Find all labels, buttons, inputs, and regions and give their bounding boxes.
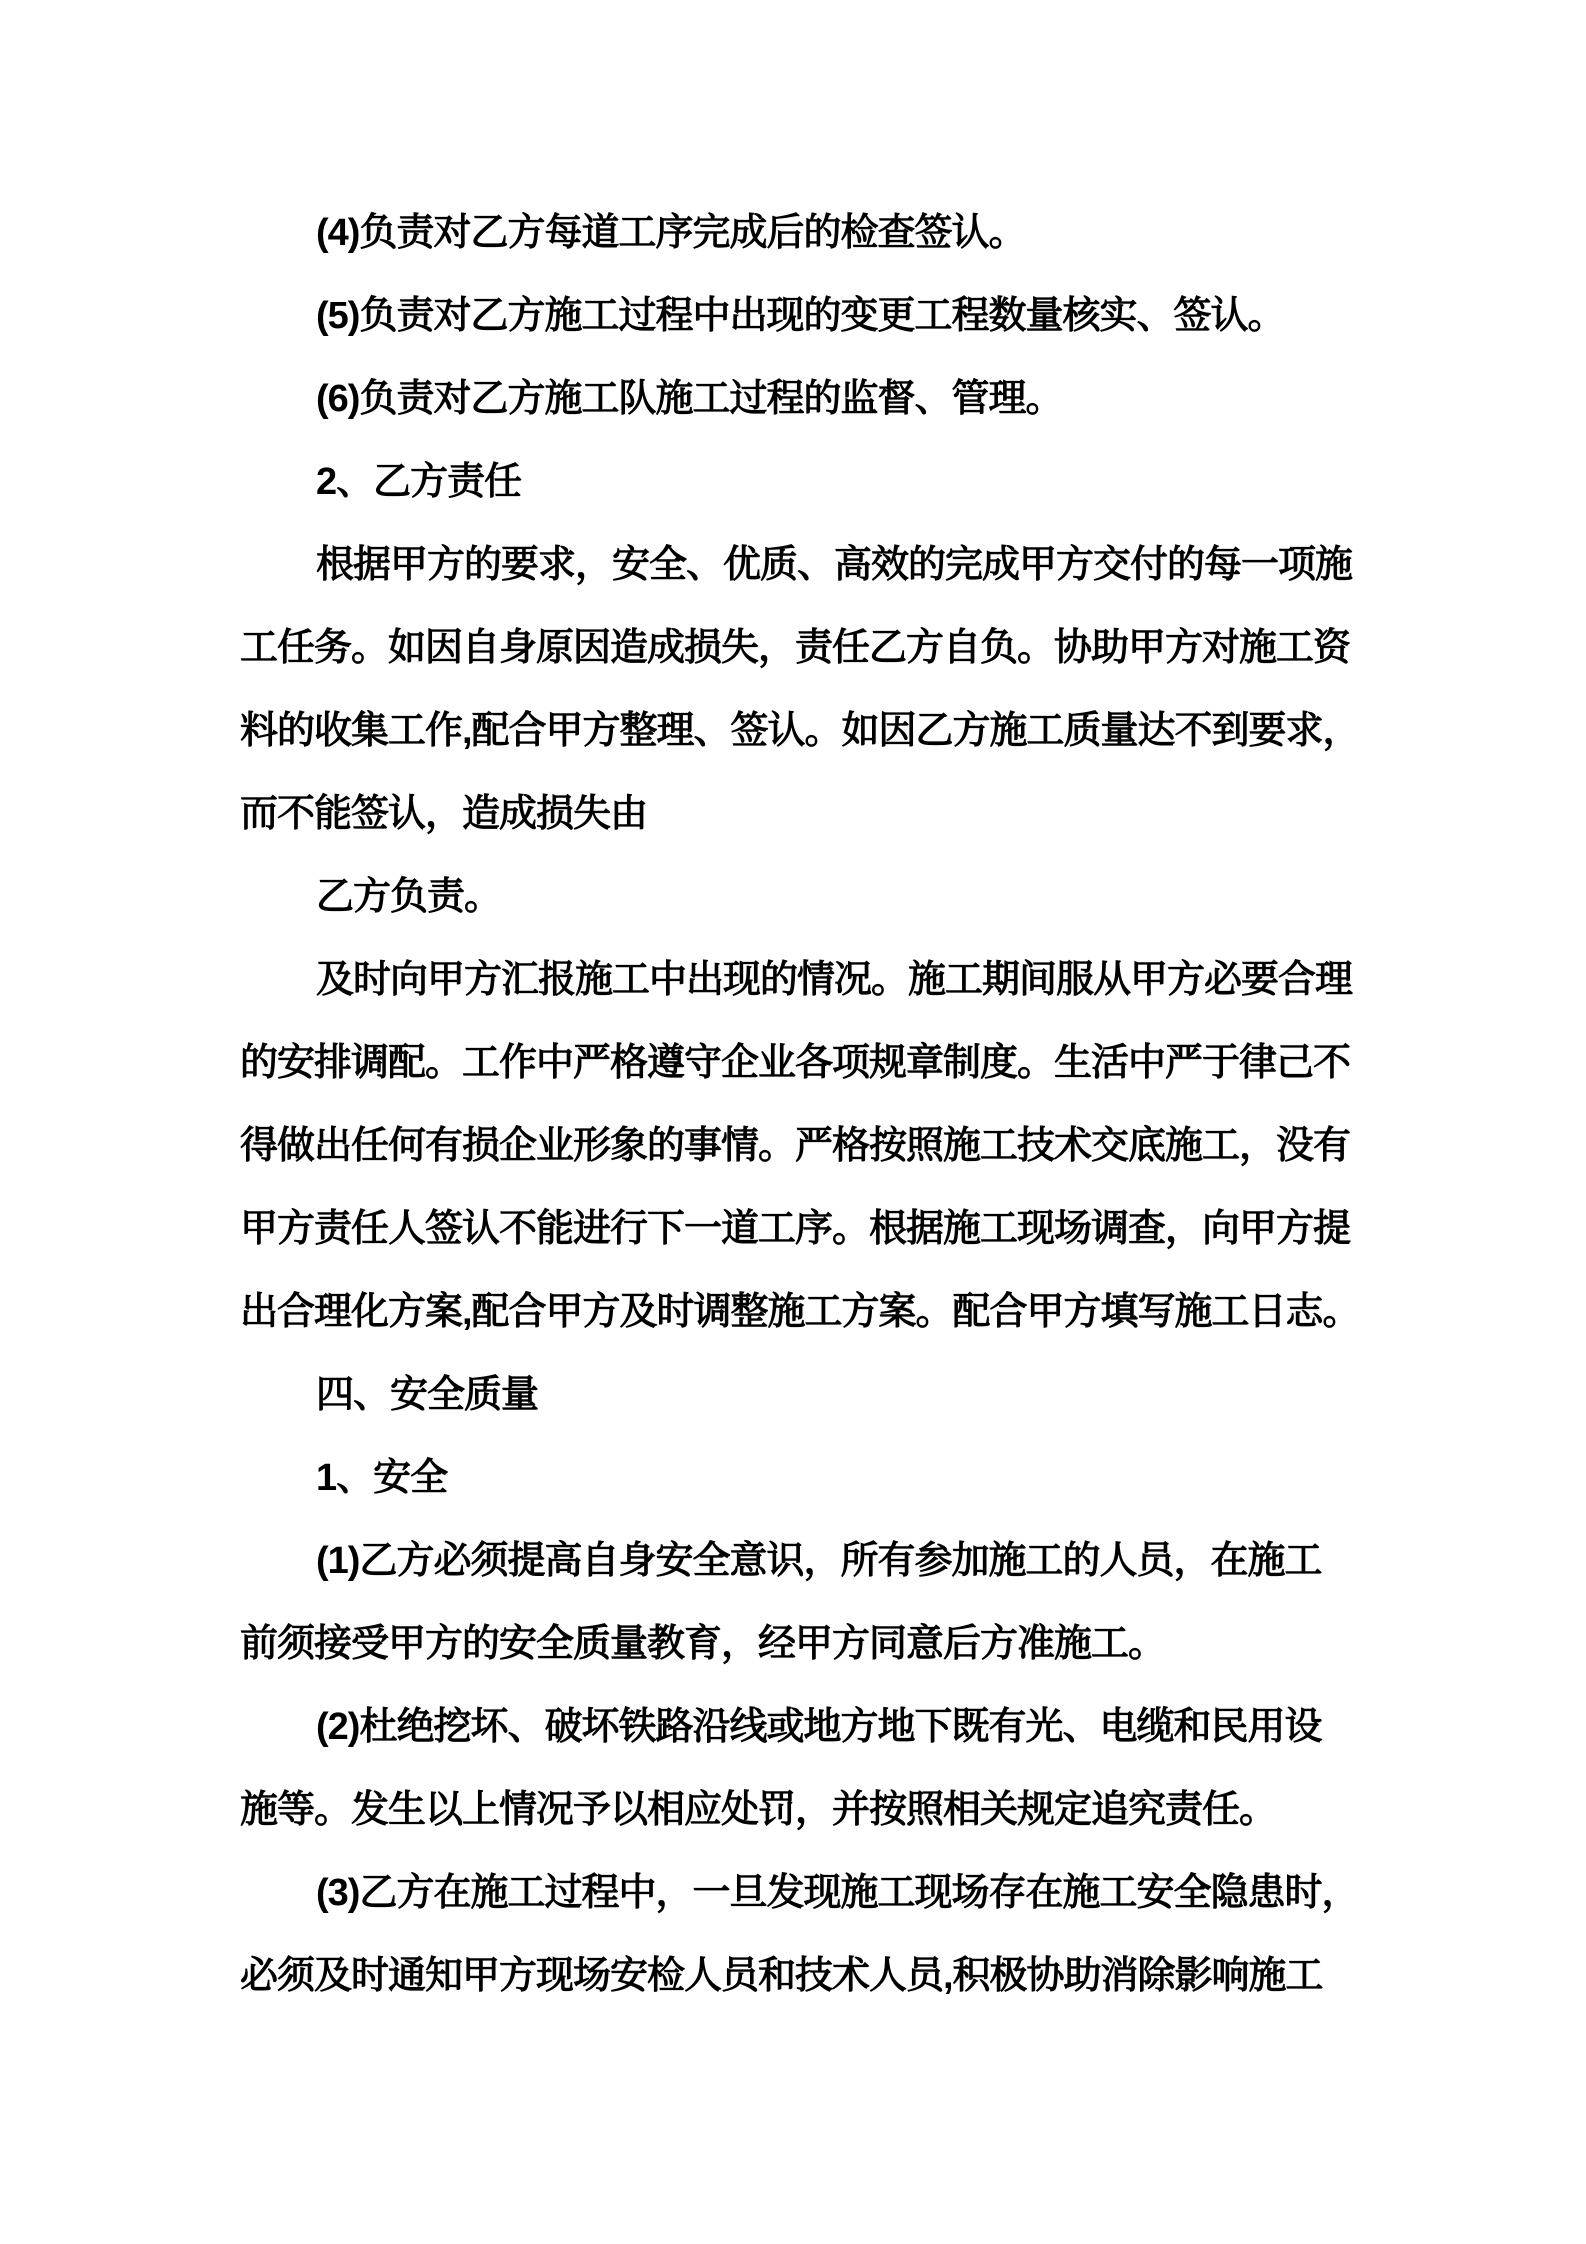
text-line: 的安排调配。工作中严格遵守企业各项规章制度。生活中严于律己不 [240,1042,1351,1084]
text-line: (1)乙方必须提高自身安全意识，所有参加施工的人员，在施工 [316,1540,1322,1582]
text-line: 必须及时通知甲方现场安检人员和技术人员,积极协助消除影响施工 [240,1955,1323,1997]
text-line: (4)负责对乙方每道工序完成后的检查签认。 [316,212,1026,254]
document-body [240,192,1360,2018]
text-line: 根据甲方的要求，安全、优质、高效的完成甲方交付的每一项施 [316,544,1353,586]
text-line: 出合理化方案,配合甲方及时调整施工方案。配合甲方填写施工日志。 [240,1291,1360,1333]
text-line: 1、安全 [316,1457,448,1499]
text-line: 2、乙方责任 [316,461,522,503]
text-line: (6)负责对乙方施工队施工过程的监督、管理。 [316,378,1063,420]
text-line: 乙方负责。 [316,876,502,918]
text-line: 工任务。如因自身原因造成损失，责任乙方自负。协助甲方对施工资 [240,627,1351,669]
text-line: 前须接受甲方的安全质量教育，经甲方同意后方准施工。 [240,1623,1166,1665]
text-line: 料的收集工作,配合甲方整理、签认。如因乙方施工质量达不到要求， [240,710,1360,752]
text-line: 甲方责任人签认不能进行下一道工序。根据施工现场调查，向甲方提 [240,1208,1351,1250]
text-line: 得做出任何有损企业形象的事情。严格按照施工技术交底施工，没有 [240,1125,1351,1167]
text-line: 及时向甲方汇报施工中出现的情况。施工期间服从甲方必要合理 [316,959,1353,1001]
text-line: (2)杜绝挖坏、破坏铁路沿线或地方地下既有光、电缆和民用设 [316,1706,1322,1748]
text-line: 而不能签认，造成损失由 [240,793,648,835]
text-line: 四、安全质量 [316,1374,539,1416]
text-line: (3)乙方在施工过程中，一旦发现施工现场存在施工安全隐患时， [316,1872,1359,1914]
text-line: (5)负责对乙方施工过程中出现的变更工程数量核实、签认。 [316,295,1285,337]
text-line: 施等。发生以上情况予以相应处罚，并按照相关规定追究责任。 [240,1789,1277,1831]
